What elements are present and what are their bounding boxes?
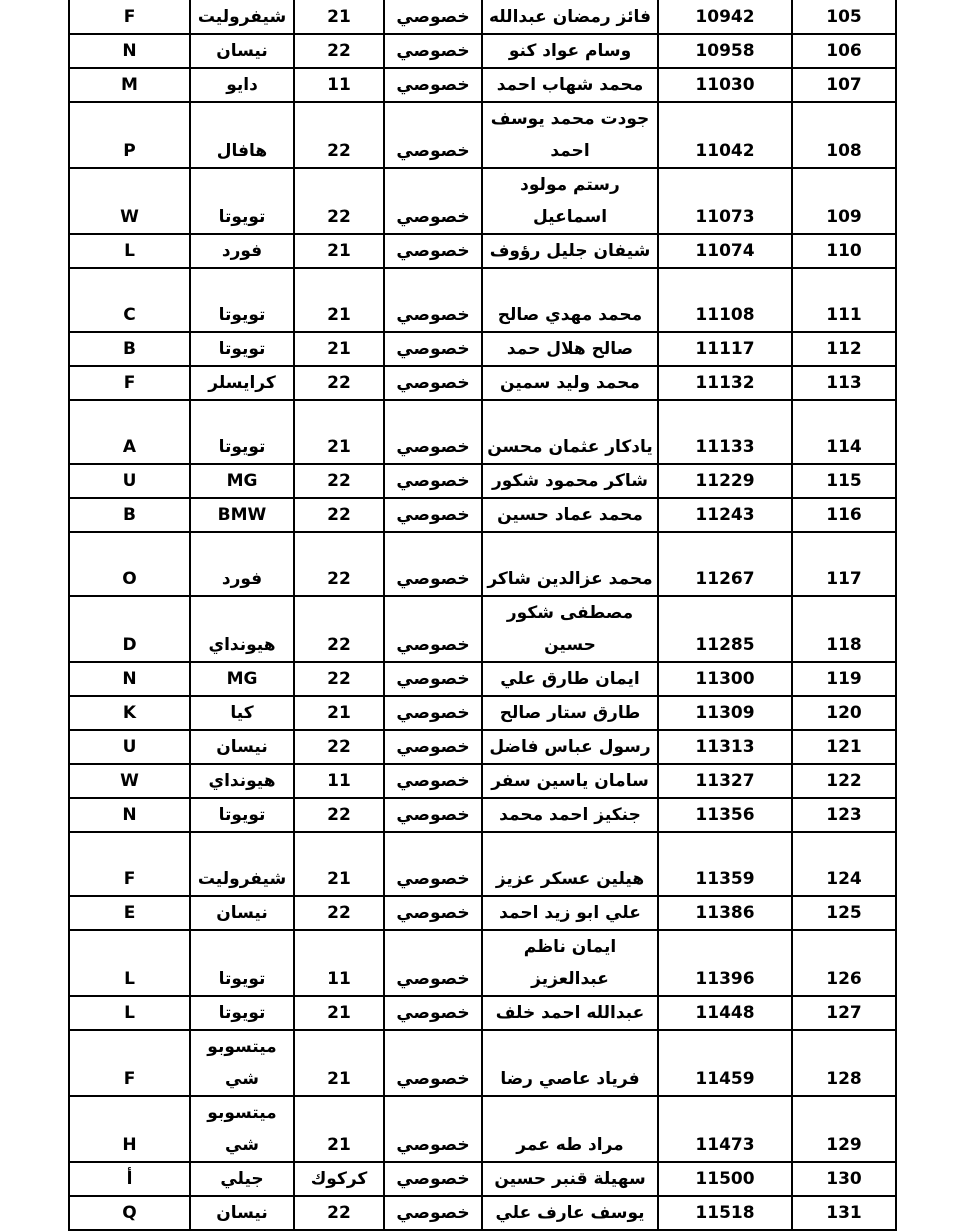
vehicle-make-cell: كيا: [190, 696, 294, 730]
record-id-cell: 11133: [658, 400, 792, 464]
vehicle-make-cell: تويوتا: [190, 996, 294, 1030]
row-number-cell: 110: [792, 234, 896, 268]
table-row: [69, 764, 896, 798]
record-id-cell: 11309: [658, 696, 792, 730]
plate-letter-cell: N: [69, 662, 190, 696]
usage-type-cell: خصوصي: [384, 798, 482, 832]
row-number-cell: 108: [792, 102, 896, 168]
table-row: [69, 832, 896, 896]
vehicle-make-cell: نيسان: [190, 1196, 294, 1230]
record-id-cell: 11448: [658, 996, 792, 1030]
model-year-cell: 22: [294, 532, 384, 596]
record-id-cell: 11327: [658, 764, 792, 798]
model-year-cell: 22: [294, 498, 384, 532]
vehicle-make-cell: تويوتا: [190, 168, 294, 234]
model-year-cell: 21: [294, 832, 384, 896]
row-number-cell: 127: [792, 996, 896, 1030]
record-id-cell: 11243: [658, 498, 792, 532]
model-year-cell: 22: [294, 168, 384, 234]
row-number-cell: 113: [792, 366, 896, 400]
model-year-cell: 21: [294, 234, 384, 268]
vehicle-make-cell: نيسان: [190, 896, 294, 930]
table-row: [69, 996, 896, 1030]
table-row: [69, 930, 896, 996]
record-id-cell: 11030: [658, 68, 792, 102]
owner-name-cell: وسام عواد كنو: [482, 34, 658, 68]
row-number-cell: 106: [792, 34, 896, 68]
table-row: [69, 1196, 896, 1230]
vehicle-make-cell: تويوتا: [190, 400, 294, 464]
vehicle-make-cell: هافال: [190, 102, 294, 168]
model-year-cell: 21: [294, 696, 384, 730]
record-id-cell: 11396: [658, 930, 792, 996]
model-year-cell: 21: [294, 0, 384, 34]
row-number-cell: 131: [792, 1196, 896, 1230]
vehicle-make-cell: ميتسوبو شي: [190, 1030, 294, 1096]
model-year-cell: 21: [294, 400, 384, 464]
table-row: [69, 662, 896, 696]
vehicle-make-cell: BMW: [190, 498, 294, 532]
vehicle-make-cell: نيسان: [190, 730, 294, 764]
vehicle-make-cell: شيفروليت: [190, 832, 294, 896]
model-year-cell: 21: [294, 1030, 384, 1096]
owner-name-cell: محمد عماد حسين: [482, 498, 658, 532]
model-year-cell: 21: [294, 1096, 384, 1162]
owner-name-cell: يوسف عارف علي: [482, 1196, 658, 1230]
usage-type-cell: خصوصي: [384, 896, 482, 930]
record-id-cell: 11285: [658, 596, 792, 662]
table-row: [69, 234, 896, 268]
usage-type-cell: خصوصي: [384, 532, 482, 596]
vehicle-make-cell: MG: [190, 464, 294, 498]
usage-type-cell: خصوصي: [384, 234, 482, 268]
usage-type-cell: خصوصي: [384, 930, 482, 996]
model-year-cell: 22: [294, 596, 384, 662]
vehicle-make-cell: شيفروليت: [190, 0, 294, 34]
owner-name-cell: يادكار عثمان محسن: [482, 400, 658, 464]
usage-type-cell: خصوصي: [384, 1196, 482, 1230]
plate-letter-cell: B: [69, 332, 190, 366]
usage-type-cell: خصوصي: [384, 1096, 482, 1162]
table-row: [69, 1030, 896, 1096]
vehicle-make-cell: جيلي: [190, 1162, 294, 1196]
vehicle-make-cell: ميتسوبو شي: [190, 1096, 294, 1162]
plate-letter-cell: L: [69, 930, 190, 996]
record-id-cell: 11518: [658, 1196, 792, 1230]
row-number-cell: 118: [792, 596, 896, 662]
table-row: [69, 400, 896, 464]
owner-name-cell: فرياد عاصي رضا: [482, 1030, 658, 1096]
vehicle-make-cell: تويوتا: [190, 332, 294, 366]
owner-name-cell: جودت محمد يوسف احمد: [482, 102, 658, 168]
model-year-cell: كركوك: [294, 1162, 384, 1196]
usage-type-cell: خصوصي: [384, 730, 482, 764]
usage-type-cell: خصوصي: [384, 68, 482, 102]
table-row: [69, 696, 896, 730]
usage-type-cell: خصوصي: [384, 102, 482, 168]
table-row: [69, 68, 896, 102]
vehicle-make-cell: كرايسلر: [190, 366, 294, 400]
row-number-cell: 121: [792, 730, 896, 764]
model-year-cell: 22: [294, 102, 384, 168]
record-id-cell: 11132: [658, 366, 792, 400]
owner-name-cell: شاكر محمود شكور: [482, 464, 658, 498]
plate-letter-cell: W: [69, 168, 190, 234]
record-id-cell: 11500: [658, 1162, 792, 1196]
plate-letter-cell: F: [69, 366, 190, 400]
plate-letter-cell: L: [69, 996, 190, 1030]
owner-name-cell: محمد شهاب احمد: [482, 68, 658, 102]
usage-type-cell: خصوصي: [384, 996, 482, 1030]
row-number-cell: 128: [792, 1030, 896, 1096]
model-year-cell: 11: [294, 68, 384, 102]
owner-name-cell: فائز رمضان عبدالله: [482, 0, 658, 34]
row-number-cell: 107: [792, 68, 896, 102]
plate-letter-cell: N: [69, 798, 190, 832]
owner-name-cell: مراد طه عمر: [482, 1096, 658, 1162]
table-row: [69, 532, 896, 596]
usage-type-cell: خصوصي: [384, 1030, 482, 1096]
record-id-cell: 11356: [658, 798, 792, 832]
record-id-cell: 11473: [658, 1096, 792, 1162]
model-year-cell: 11: [294, 930, 384, 996]
row-number-cell: 116: [792, 498, 896, 532]
record-id-cell: 11117: [658, 332, 792, 366]
plate-letter-cell: M: [69, 68, 190, 102]
table-row: [69, 798, 896, 832]
model-year-cell: 22: [294, 730, 384, 764]
record-id-cell: 11386: [658, 896, 792, 930]
model-year-cell: 22: [294, 798, 384, 832]
table-row: [69, 102, 896, 168]
row-number-cell: 117: [792, 532, 896, 596]
owner-name-cell: مصطفى شكور حسين: [482, 596, 658, 662]
plate-letter-cell: P: [69, 102, 190, 168]
owner-name-cell: محمد عزالدين شاكر: [482, 532, 658, 596]
vehicle-make-cell: تويوتا: [190, 930, 294, 996]
row-number-cell: 114: [792, 400, 896, 464]
usage-type-cell: خصوصي: [384, 662, 482, 696]
model-year-cell: 21: [294, 268, 384, 332]
vehicle-make-cell: هيونداي: [190, 596, 294, 662]
row-number-cell: 111: [792, 268, 896, 332]
owner-name-cell: رستم مولود اسماعيل: [482, 168, 658, 234]
usage-type-cell: خصوصي: [384, 498, 482, 532]
table-row: [69, 730, 896, 764]
record-id-cell: 11359: [658, 832, 792, 896]
row-number-cell: 112: [792, 332, 896, 366]
usage-type-cell: خصوصي: [384, 366, 482, 400]
owner-name-cell: ايمان ناظم عبدالعزيز: [482, 930, 658, 996]
usage-type-cell: خصوصي: [384, 596, 482, 662]
plate-letter-cell: F: [69, 0, 190, 34]
owner-name-cell: سهيلة قنبر حسين: [482, 1162, 658, 1196]
plate-letter-cell: Q: [69, 1196, 190, 1230]
model-year-cell: 22: [294, 662, 384, 696]
table-row: [69, 0, 896, 34]
vehicle-make-cell: MG: [190, 662, 294, 696]
plate-letter-cell: B: [69, 498, 190, 532]
record-id-cell: 11074: [658, 234, 792, 268]
vehicle-make-cell: فورد: [190, 234, 294, 268]
usage-type-cell: خصوصي: [384, 1162, 482, 1196]
record-id-cell: 11300: [658, 662, 792, 696]
row-number-cell: 123: [792, 798, 896, 832]
row-number-cell: 129: [792, 1096, 896, 1162]
row-number-cell: 130: [792, 1162, 896, 1196]
usage-type-cell: خصوصي: [384, 168, 482, 234]
owner-name-cell: صالح هلال حمد: [482, 332, 658, 366]
owner-name-cell: محمد وليد سمين: [482, 366, 658, 400]
usage-type-cell: خصوصي: [384, 332, 482, 366]
model-year-cell: 22: [294, 464, 384, 498]
usage-type-cell: خصوصي: [384, 0, 482, 34]
row-number-cell: 109: [792, 168, 896, 234]
row-number-cell: 124: [792, 832, 896, 896]
row-number-cell: 105: [792, 0, 896, 34]
owner-name-cell: هيلين عسكر عزيز: [482, 832, 658, 896]
table-row: [69, 34, 896, 68]
record-id-cell: 11313: [658, 730, 792, 764]
plate-letter-cell: A: [69, 400, 190, 464]
record-id-cell: 11073: [658, 168, 792, 234]
table-row: [69, 1096, 896, 1162]
registration-table: [68, 0, 897, 1231]
table-row: [69, 332, 896, 366]
row-number-cell: 122: [792, 764, 896, 798]
row-number-cell: 115: [792, 464, 896, 498]
owner-name-cell: طارق ستار صالح: [482, 696, 658, 730]
vehicle-make-cell: نيسان: [190, 34, 294, 68]
owner-name-cell: جنكيز احمد محمد: [482, 798, 658, 832]
plate-letter-cell: W: [69, 764, 190, 798]
plate-letter-cell: L: [69, 234, 190, 268]
owner-name-cell: عبدالله احمد خلف: [482, 996, 658, 1030]
registration-table-body: [69, 0, 896, 1230]
usage-type-cell: خصوصي: [384, 400, 482, 464]
vehicle-make-cell: فورد: [190, 532, 294, 596]
plate-letter-cell: F: [69, 1030, 190, 1096]
plate-letter-cell: D: [69, 596, 190, 662]
usage-type-cell: خصوصي: [384, 268, 482, 332]
model-year-cell: 22: [294, 366, 384, 400]
table-row: [69, 498, 896, 532]
table-row: [69, 168, 896, 234]
plate-letter-cell: C: [69, 268, 190, 332]
record-id-cell: 11229: [658, 464, 792, 498]
plate-letter-cell: U: [69, 730, 190, 764]
record-id-cell: 11459: [658, 1030, 792, 1096]
record-id-cell: 10942: [658, 0, 792, 34]
row-number-cell: 126: [792, 930, 896, 996]
table-row: [69, 1162, 896, 1196]
owner-name-cell: ايمان طارق علي: [482, 662, 658, 696]
record-id-cell: 11108: [658, 268, 792, 332]
row-number-cell: 120: [792, 696, 896, 730]
plate-letter-cell: U: [69, 464, 190, 498]
usage-type-cell: خصوصي: [384, 34, 482, 68]
record-id-cell: 11042: [658, 102, 792, 168]
record-id-cell: 10958: [658, 34, 792, 68]
model-year-cell: 22: [294, 1196, 384, 1230]
vehicle-make-cell: تويوتا: [190, 798, 294, 832]
owner-name-cell: سامان ياسين سفر: [482, 764, 658, 798]
model-year-cell: 22: [294, 34, 384, 68]
row-number-cell: 125: [792, 896, 896, 930]
table-row: [69, 596, 896, 662]
vehicle-make-cell: هيونداي: [190, 764, 294, 798]
table-row: [69, 268, 896, 332]
table-row: [69, 896, 896, 930]
owner-name-cell: رسول عباس فاضل: [482, 730, 658, 764]
plate-letter-cell: K: [69, 696, 190, 730]
table-row: [69, 464, 896, 498]
model-year-cell: 21: [294, 996, 384, 1030]
owner-name-cell: شيفان جليل رؤوف: [482, 234, 658, 268]
row-number-cell: 119: [792, 662, 896, 696]
owner-name-cell: علي ابو زيد احمد: [482, 896, 658, 930]
usage-type-cell: خصوصي: [384, 696, 482, 730]
plate-letter-cell: E: [69, 896, 190, 930]
record-id-cell: 11267: [658, 532, 792, 596]
usage-type-cell: خصوصي: [384, 464, 482, 498]
model-year-cell: 11: [294, 764, 384, 798]
model-year-cell: 22: [294, 896, 384, 930]
plate-letter-cell: N: [69, 34, 190, 68]
plate-letter-cell: O: [69, 532, 190, 596]
plate-letter-cell: F: [69, 832, 190, 896]
usage-type-cell: خصوصي: [384, 764, 482, 798]
owner-name-cell: محمد مهدي صالح: [482, 268, 658, 332]
model-year-cell: 21: [294, 332, 384, 366]
vehicle-make-cell: تويوتا: [190, 268, 294, 332]
usage-type-cell: خصوصي: [384, 832, 482, 896]
registration-table-sheet: [68, 0, 895, 1231]
plate-letter-cell: H: [69, 1096, 190, 1162]
table-row: [69, 366, 896, 400]
plate-letter-cell: أ: [69, 1162, 190, 1196]
vehicle-make-cell: دايو: [190, 68, 294, 102]
